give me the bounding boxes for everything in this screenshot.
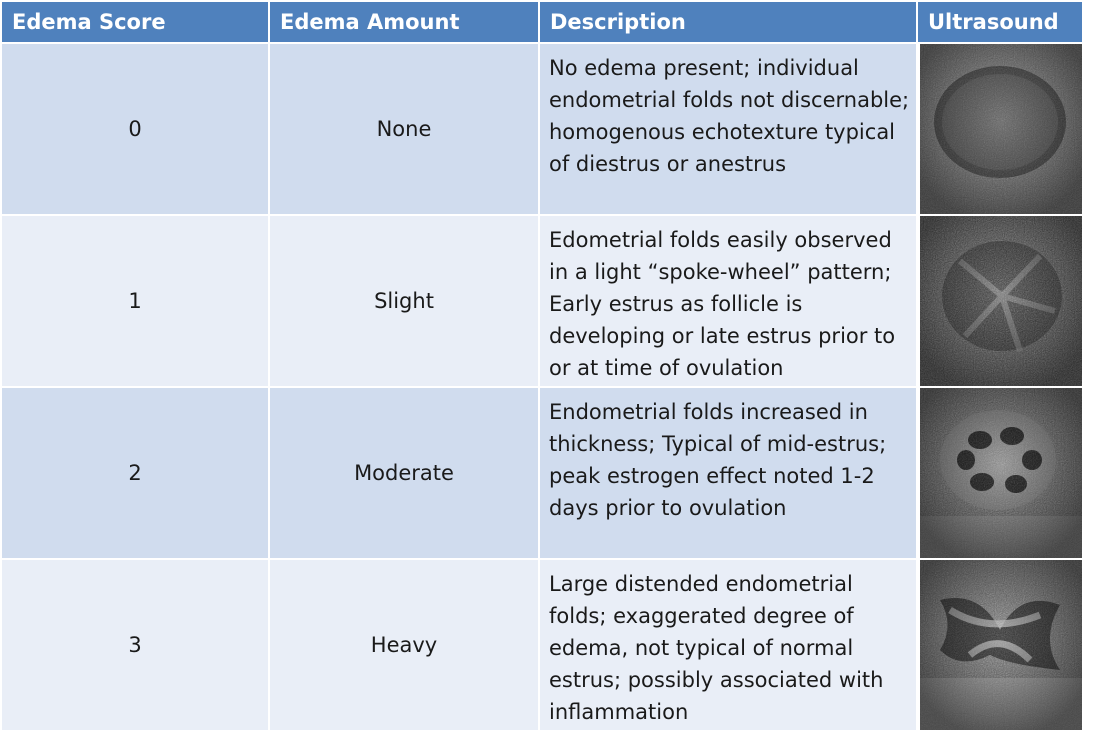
edema-amount-cell: Heavy [270,560,540,730]
table-row [2,42,1082,214]
ultrasound-image-icon [918,560,1082,730]
ultrasound-image-icon [918,216,1082,386]
description-cell: Large distended endometrial folds; exaggerated degree of edema, not typical of normal estrus; possibly associated with inflammation [540,560,918,730]
edema-amount-cell: Slight [270,216,540,386]
ultrasound-image-icon [918,388,1082,558]
edema-amount-cell: Moderate [270,388,540,558]
description-cell: Endometrial folds increased in thickness; Typical of mid-estrus; peak estrogen effect noted 1-2 days prior to ovulation [540,388,918,558]
edema-score-table [2,2,1082,730]
edema-score-cell: 1 [2,216,270,386]
description-cell: Edometrial folds easily observed in a light “spoke-wheel” pattern; Early estrus as follicle is developing or late estrus prior to or at time of ovulation [540,216,918,386]
table-row [2,386,1082,558]
edema-score-cell: 0 [2,44,270,214]
table-row [2,214,1082,386]
description-cell: No edema present; individual endometrial folds not discernable; homogenous echotexture typical of diestrus or anestrus [540,44,918,214]
header-edema-amount: Edema Amount [270,2,540,42]
header-description: Description [540,2,918,42]
ultrasound-image-icon [918,44,1082,214]
header-edema-score: Edema Score [2,2,270,42]
header-ultrasound: Ultrasound [918,2,1082,42]
table-row [2,558,1082,730]
table-header-row [2,2,1082,42]
edema-amount-cell: None [270,44,540,214]
edema-score-cell: 2 [2,388,270,558]
edema-score-cell: 3 [2,560,270,730]
